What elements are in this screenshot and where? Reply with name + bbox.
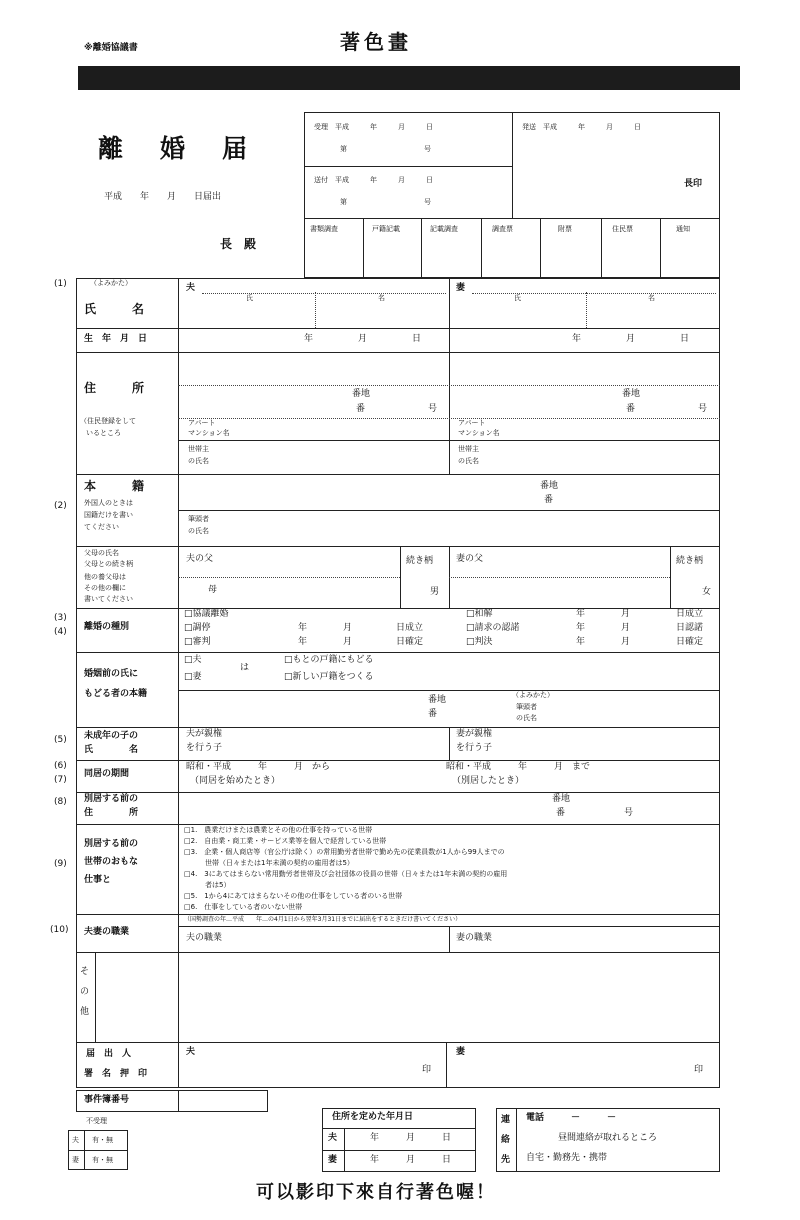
- prename-new-checkbox[interactable]: □新しい戸籍をつくる: [284, 672, 374, 682]
- parents-label: 他の養父母は: [84, 573, 126, 581]
- husband-label: 夫: [186, 1047, 196, 1057]
- parents-label: 父母との続き柄: [84, 560, 133, 568]
- fujuri-umu[interactable]: 有・無: [92, 1136, 113, 1144]
- divorce-date: 年 月: [576, 609, 631, 619]
- wife-birth-field[interactable]: 年 月 日: [572, 334, 690, 344]
- honseki-note: 外国人のときは: [84, 499, 133, 507]
- surname-label: 氏: [246, 294, 253, 302]
- fujuri-umu[interactable]: 有・無: [92, 1156, 113, 1164]
- page-title: 著色畫: [340, 30, 412, 54]
- ban-label: 番: [626, 404, 636, 414]
- sep-address-label: 別居する前の: [84, 794, 139, 804]
- surname-label: 氏: [514, 294, 521, 302]
- banchi-label: 番地: [428, 695, 447, 705]
- work-option[interactable]: □6. 仕事をしている者のいない世帯: [184, 903, 303, 911]
- ban-label: 番: [556, 808, 566, 818]
- row-number: (10): [50, 925, 69, 935]
- check-col: 住民票: [612, 225, 633, 233]
- parents-label: その他の欄に: [84, 584, 126, 592]
- work-option[interactable]: □4. 3にあてはまらない常用勤労者世帯及び会社団体の役員の世帯（日々または1年未満の契約の雇用: [184, 870, 508, 878]
- fujuri-label: 不受理: [86, 1117, 107, 1125]
- banchi-label: 番地: [540, 481, 559, 491]
- prename-moto-checkbox[interactable]: □もとの戸籍にもどる: [284, 655, 374, 665]
- received-no: 第 号: [340, 145, 431, 153]
- honseki-label: 本 籍: [84, 479, 145, 493]
- contact-places[interactable]: 自宅・勤務先・携帯: [526, 1153, 608, 1163]
- ban-label: 番: [428, 709, 438, 719]
- divorce-date: 年 月: [576, 623, 631, 633]
- job-note: （国勢調査の年…平成 年…の4月1日から翌年3月31日までに届出をするときだけ書いてください）: [184, 916, 462, 923]
- wife-surname-input[interactable]: [456, 304, 582, 324]
- divorce-suffix: 日認諾: [676, 623, 704, 633]
- seal-label: 長印: [684, 179, 703, 189]
- wife-seal[interactable]: 印: [694, 1065, 704, 1075]
- row-number: (6): [54, 761, 67, 771]
- other-label: そ の 他: [80, 967, 90, 1017]
- minor-label: 氏 名: [84, 745, 139, 755]
- sent-line: 送付 平成 年 月 日: [314, 176, 433, 184]
- given-label: 名: [378, 294, 385, 302]
- minor-label: 未成年の子の: [84, 731, 139, 741]
- wife-address-date[interactable]: 年 月 日: [370, 1155, 452, 1165]
- prename-wife-checkbox[interactable]: □妻: [184, 672, 202, 682]
- wife-label: 妻: [456, 283, 466, 293]
- work-label: 別居する前の: [84, 839, 139, 849]
- case-number-label: 事件簿番号: [84, 1095, 130, 1105]
- husband-label: 夫: [328, 1133, 338, 1143]
- divorce-date: 年 月: [576, 637, 631, 647]
- husband-address-date[interactable]: 年 月 日: [370, 1133, 452, 1143]
- chief-label: 長 殿: [220, 237, 257, 251]
- minor-husband: 夫が親権: [186, 729, 223, 739]
- check-col: 通知: [676, 225, 690, 233]
- wife-label: 妻: [456, 1047, 466, 1057]
- row-number: (7): [54, 775, 67, 785]
- contact-phone[interactable]: 電話 － －: [526, 1113, 617, 1123]
- prename-wa: は: [240, 663, 250, 673]
- son-label: 男: [430, 587, 440, 597]
- husband-mother-label: 母: [208, 585, 218, 595]
- check-col: 書類調査: [310, 225, 338, 233]
- parents-label: 父母の氏名: [84, 549, 119, 557]
- header-note: ※離婚協議書: [84, 43, 138, 53]
- work-option[interactable]: □1. 農業だけまたは農業とその他の仕事を持っている世帯: [184, 826, 373, 834]
- apart-label: マンション名: [458, 429, 500, 437]
- contact-char: 連: [501, 1115, 511, 1125]
- banchi-label: 番地: [552, 794, 571, 804]
- wife-father-label: 妻の父: [456, 554, 484, 564]
- address-date-label: 住所を定めた年月日: [332, 1112, 414, 1122]
- setai-label: 世帯主: [458, 445, 479, 453]
- work-option-cont: 世帯（日々または1年未満の契約の雇用者は5）: [184, 859, 354, 867]
- wife-given-input[interactable]: [590, 304, 716, 324]
- birth-label: 生 年 月 日: [84, 334, 148, 344]
- apart-label: アパート: [188, 419, 216, 427]
- divorce-hanketsu-checkbox[interactable]: □判決: [466, 637, 493, 647]
- relation-label: 続き柄: [676, 556, 704, 566]
- name-label: 氏 名: [84, 302, 145, 316]
- honseki-input[interactable]: [180, 478, 530, 508]
- contact-daytime: 昼間連絡が取れるところ: [558, 1133, 658, 1143]
- honseki-note: 国籍だけを書い: [84, 511, 133, 519]
- divorce-date: 年 月: [298, 623, 353, 633]
- gou-label: 号: [428, 404, 438, 414]
- divorce-seikyu-checkbox[interactable]: □請求の認諾: [466, 623, 520, 633]
- fujuri-wife: 妻: [72, 1156, 79, 1164]
- husband-job[interactable]: 夫の職業: [186, 933, 223, 943]
- prename-husband-checkbox[interactable]: □夫: [184, 655, 202, 665]
- minor-husband: を行う子: [186, 743, 223, 753]
- form-title: 離 婚 届: [98, 134, 254, 163]
- address-label: 住 所: [84, 381, 145, 395]
- honseki-note: てください: [84, 523, 119, 531]
- row-number: (3): [54, 613, 67, 623]
- header-bar: [78, 66, 740, 90]
- parents-label: 書いてください: [84, 595, 133, 603]
- footer-note: 可以影印下來自行著色喔！: [256, 1182, 496, 1203]
- apart-label: アパート: [458, 419, 486, 427]
- hittou-label: 筆頭者: [188, 515, 209, 523]
- hittou-label: の氏名: [516, 714, 537, 722]
- hittou-label: の氏名: [188, 527, 209, 535]
- row-number: (4): [54, 627, 67, 637]
- wife-job[interactable]: 妻の職業: [456, 933, 493, 943]
- cohabit-end[interactable]: 昭和・平成 年 月 まで: [446, 762, 591, 772]
- husband-surname-input[interactable]: [186, 304, 312, 324]
- cohabit-end-note: （別居したとき）: [452, 776, 525, 786]
- relation-label: 続き柄: [406, 556, 434, 566]
- setai-label: の氏名: [188, 457, 209, 465]
- gou-label: 号: [624, 808, 634, 818]
- banchi-label: 番地: [622, 389, 641, 399]
- divorce-wakai-checkbox[interactable]: □和解: [466, 609, 493, 619]
- apart-label: マンション名: [188, 429, 230, 437]
- yomikata-label: （よみかた）: [90, 279, 132, 287]
- hittou-label: 筆頭者: [516, 703, 537, 711]
- check-col: 附票: [558, 225, 572, 233]
- issued-line: 発送 平成 年 月 日: [522, 123, 641, 131]
- divorce-suffix: 日確定: [396, 637, 424, 647]
- ban-label: 番: [544, 495, 554, 505]
- divorce-suffix: 日確定: [676, 637, 704, 647]
- divorce-shinpan-checkbox[interactable]: □審判: [184, 637, 211, 647]
- work-option[interactable]: □3. 企業・個人商店等（官公庁は除く）の常用勤労者世帯で勤め先の従業員数が1人から99人までの: [184, 848, 505, 856]
- row-number: (5): [54, 735, 67, 745]
- sep-address-label: 住 所: [84, 808, 139, 818]
- husband-label: 夫: [186, 283, 196, 293]
- divorce-kyogi-checkbox[interactable]: □協議離婚: [184, 609, 229, 619]
- divorce-chotei-checkbox[interactable]: □調停: [184, 623, 211, 633]
- daughter-label: 女: [702, 587, 712, 597]
- check-col: 調査票: [492, 225, 513, 233]
- ban-label: 番: [356, 404, 366, 414]
- banchi-label: 番地: [352, 389, 371, 399]
- check-col: 戸籍記載: [372, 225, 400, 233]
- row-number: (9): [54, 859, 67, 869]
- divorce-date: 年 月: [298, 637, 353, 647]
- check-col: 記載調査: [430, 225, 458, 233]
- work-label: 世帯のおもな: [84, 857, 139, 867]
- setai-label: の氏名: [458, 457, 479, 465]
- husband-seal[interactable]: 印: [422, 1065, 432, 1075]
- signer-label: 署 名 押 印: [84, 1069, 148, 1079]
- cohabit-label: 同居の期間: [84, 769, 130, 779]
- husband-birth-field[interactable]: 年 月 日: [304, 334, 422, 344]
- row-number: (8): [54, 797, 67, 807]
- given-label: 名: [648, 294, 655, 302]
- submit-date: 平成 年 月 日届出: [104, 192, 222, 202]
- husband-father-label: 夫の父: [186, 554, 214, 564]
- prename-yomi: （よみかた）: [512, 691, 554, 699]
- work-option[interactable]: □2. 自由業・商工業・サービス業等を個人で経営している世帯: [184, 837, 387, 845]
- gou-label: 号: [698, 404, 708, 414]
- divorce-type-label: 離婚の種別: [84, 622, 130, 632]
- prename-label: もどる者の本籍: [84, 689, 148, 699]
- cohabit-start-note: （同居を始めたとき）: [190, 776, 281, 786]
- contact-char: 絡: [501, 1135, 511, 1145]
- wife-label: 妻: [328, 1155, 338, 1165]
- sent-no: 第 号: [340, 198, 431, 206]
- job-label: 夫妻の職業: [84, 927, 130, 937]
- received-line: 受理 平成 年 月 日: [314, 123, 433, 131]
- address-note: （住民登録をして: [80, 417, 136, 425]
- setai-label: 世帯主: [188, 445, 209, 453]
- work-label: 仕事と: [84, 875, 112, 885]
- husband-given-input[interactable]: [320, 304, 446, 324]
- minor-wife: を行う子: [456, 743, 493, 753]
- row-number: (1): [54, 279, 67, 289]
- signer-label: 届 出 人: [86, 1049, 132, 1059]
- divorce-suffix: 日成立: [396, 623, 424, 633]
- row-number: (2): [54, 501, 67, 511]
- cohabit-start[interactable]: 昭和・平成 年 月 から: [186, 762, 331, 772]
- prename-label: 婚姻前の氏に: [84, 669, 139, 679]
- work-option-cont: 者は5）: [184, 881, 231, 889]
- divorce-suffix: 日成立: [676, 609, 704, 619]
- address-note: いるところ: [86, 429, 121, 437]
- other-input[interactable]: [100, 956, 716, 1038]
- case-number-input[interactable]: [180, 1092, 266, 1110]
- fujuri-husband: 夫: [72, 1136, 79, 1144]
- work-option[interactable]: □5. 1から4にあてはまらないその他の仕事をしている者のいる世帯: [184, 892, 403, 900]
- minor-wife: 妻が親権: [456, 729, 493, 739]
- contact-char: 先: [501, 1155, 511, 1165]
